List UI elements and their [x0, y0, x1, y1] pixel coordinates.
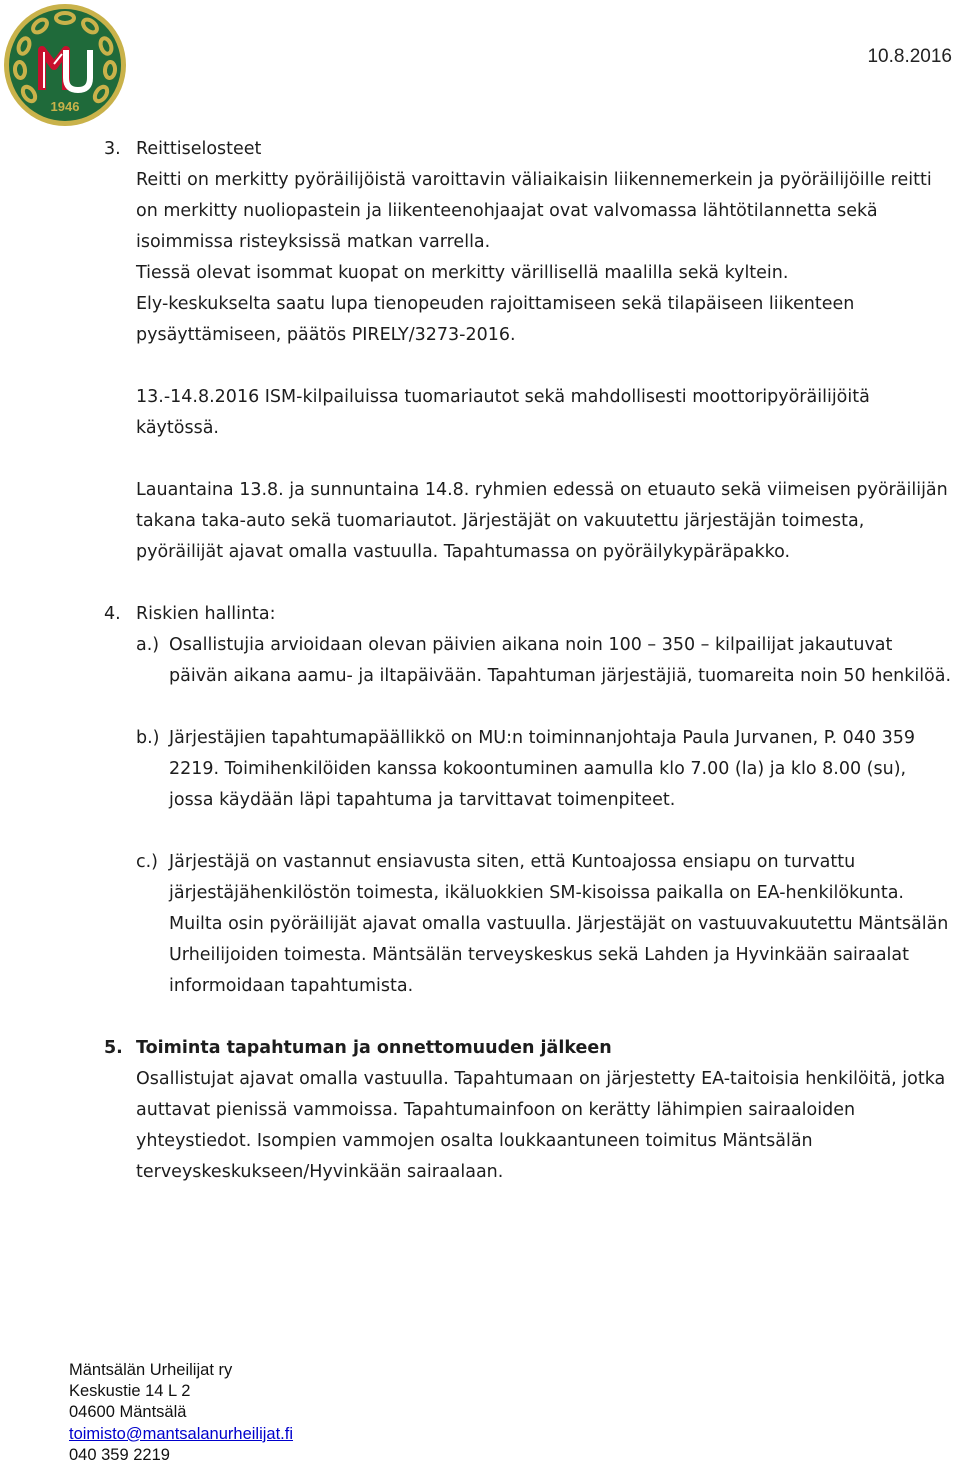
list-item — [136, 630, 960, 692]
phone-number: 040 359 2219 — [69, 1445, 170, 1464]
item-label: b.) — [136, 728, 160, 748]
section-3 — [0, 134, 960, 568]
paragraph: 13.-14.8.2016 ISM-kilpailuissa tuomariautot sekä mahdollisesti moottoripyöräilijöitä käytössä. — [136, 387, 870, 438]
item-text: Järjestäjä on vastannut ensiavusta siten, että Kuntoajossa ensiapu on turvattu järjestäjähenkilöstön toimesta, ikäluokkien SM-kisoissa paikalla on EA-henkilökunta. Muilta osin pyöräilijät ajavat omalla vastuulla. Järjestäjät on vastuuvakuutettu Mäntsälän Urheilijoiden toimesta. Mäntsälän terveyskeskus sekä Lahden ja Hyvinkään sairaalat informoidaan tapahtumista. — [169, 852, 949, 996]
section-5 — [0, 1033, 960, 1188]
email-link[interactable]: toimisto@mantsalanurheilijat.fi — [69, 1424, 294, 1443]
paragraph: Reitti on merkitty pyöräilijöistä varoittavin väliaikaisin liikennemerkein ja pyöräilijöille reitti on merkitty nuoliopastein ja liikenteenohjaajat ovat valvomassa lähtötilannetta sekä isoimmissa risteyksissä matkan varrella. — [136, 170, 932, 252]
footer-contact — [69, 1360, 293, 1466]
org-name: Mäntsälän Urheilijat ry — [69, 1361, 233, 1379]
section-number: 3. — [104, 139, 121, 159]
list-item — [136, 723, 960, 816]
document-date: 10.8.2016 — [867, 46, 952, 67]
section-4 — [0, 599, 960, 1002]
postal-city: 04600 Mäntsälä — [69, 1403, 187, 1422]
logo-year: 1946 — [50, 99, 80, 114]
club-emblem-icon — [2, 2, 128, 128]
paragraph: Osallistujat ajavat omalla vastuulla. Tapahtumaan on järjestetty EA-taitoisia henkilöitä, jotka auttavat pienissä vammoissa. Tapahtumainfoon on kerätty lähimpien sairaaloiden yhteystiedot. Isompien vammojen osalta loukkaantuneen toimitus Mäntsälän terveyskeskukseen/Hyvinkään sairaalaan. — [136, 1069, 946, 1182]
item-label: c.) — [136, 852, 159, 872]
section-title: Riskien hallinta: — [136, 604, 276, 624]
section-title: Reittiselosteet — [136, 139, 262, 159]
section-title: Toiminta tapahtuman ja onnettomuuden jälkeen — [136, 1038, 612, 1058]
item-text: Järjestäjien tapahtumapäällikkö on MU:n toiminnanjohtaja Paula Jurvanen, P. 040 359 2219. Toimihenkilöiden kanssa kokoontuminen aamulla klo 7.00 (la) ja klo 8.00 (su), jossa käydään läpi tapahtuma ja tarvittavat toimenpiteet. — [169, 728, 916, 810]
paragraph: Tiessä olevat isommat kuopat on merkitty värillisellä maalilla sekä kyltein. — [136, 263, 789, 283]
paragraph: Lauantaina 13.8. ja sunnuntaina 14.8. ryhmien edessä on etuauto sekä viimeisen pyöräilijän takana taka-auto sekä tuomariautot. Järjestäjät on vakuutettu järjestäjän toimesta, pyöräilijät ajavat omalla vastuulla. Tapahtumassa on pyöräilykypäräpakko. — [136, 480, 948, 562]
document-body — [0, 134, 960, 1188]
club-logo — [2, 2, 128, 128]
list-item — [136, 847, 960, 1002]
item-label: a.) — [136, 635, 160, 655]
section-number: 5. — [104, 1038, 123, 1058]
street-address: Keskustie 14 L 2 — [69, 1382, 191, 1401]
section-number: 4. — [104, 604, 121, 624]
item-text: Osallistujia arvioidaan olevan päivien aikana noin 100 – 350 – kilpailijat jakautuvat päivän aikana aamu- ja iltapäivään. Tapahtuman järjestäjiä, tuomareita noin 50 henkilöä. — [169, 635, 952, 686]
paragraph: Ely-keskukselta saatu lupa tienopeuden rajoittamiseen sekä tilapäiseen liikenteen pysäyttämiseen, päätös PIRELY/3273-2016. — [136, 294, 855, 345]
